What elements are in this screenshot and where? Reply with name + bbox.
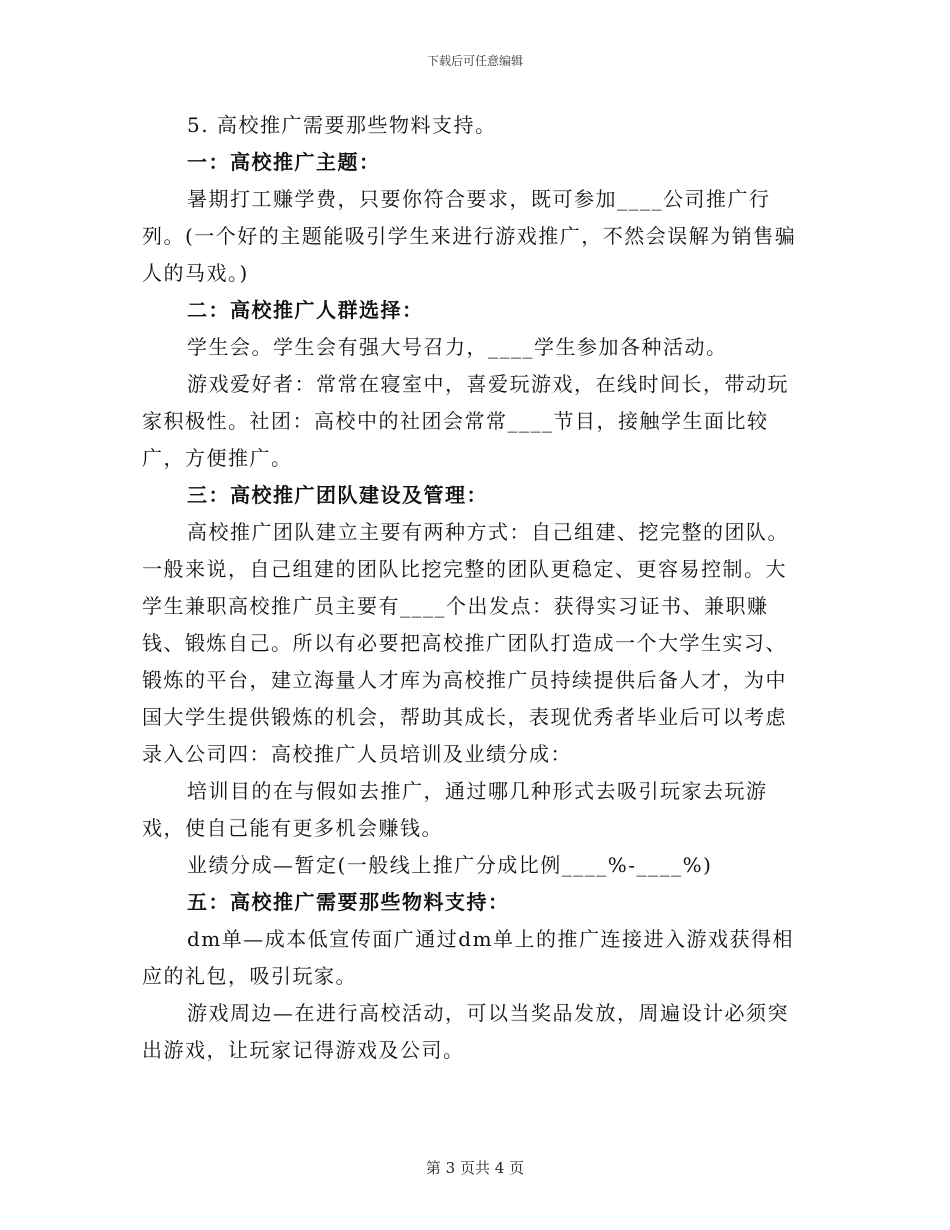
paragraph-dm-flyer: dm单—成本低宣传面广通过dm单上的推广连接进入游戏获得相应的礼包，吸引玩家。 bbox=[142, 927, 795, 988]
paragraph-theme: 暑期打工赚学费，只要你符合要求，既可参加____公司推广行列。(一个好的主题能吸引学生来进行游戏推广，不然会误解为销售骗人的马戏。) bbox=[142, 187, 797, 285]
section-heading-1: 一：高校推广主题： bbox=[187, 150, 381, 174]
item-heading: 5. 高校推广需要那些物料支持。 bbox=[187, 113, 497, 137]
section-heading-3: 三：高校推广团队建设及管理： bbox=[187, 483, 488, 507]
paragraph-gamers: 游戏爱好者：常常在寝室中，喜爱玩游戏，在线时间长，带动玩家积极性。社团：高校中的社团会常常____节目，接触学生面比较广，方便推广。 bbox=[142, 372, 789, 470]
section-heading-2: 二：高校推广人群选择： bbox=[187, 298, 424, 322]
page-header: 下载后可任意编辑 bbox=[426, 54, 523, 68]
paragraph-student-union: 学生会。学生会有强大号召力，____学生参加各种活动。 bbox=[187, 335, 728, 359]
paragraph-commission: 业绩分成—暂定(一般线上推广分成比例____%-____%) bbox=[187, 853, 713, 877]
page-footer: 第 3 页共 4 页 bbox=[425, 1159, 525, 1177]
section-heading-5: 五：高校推广需要那些物料支持： bbox=[187, 890, 510, 914]
paragraph-merchandise: 游戏周边—在进行高校活动，可以当奖品发放，周遍设计必须突出游戏，让玩家记得游戏及公司。 bbox=[142, 1001, 789, 1062]
paragraph-training: 培训目的在与假如去推广，通过哪几种形式去吸引玩家去玩游戏，使自己能有更多机会赚钱。 bbox=[142, 779, 768, 840]
paragraph-team-building: 一般来说，自己组建的团队比挖完整的团队更稳定、更容易控制。大学生兼职高校推广员主要有____个出发点：获得实习证书、兼职赚钱、锻炼自己。所以有必要把高校推广团队打造成一个大学生实习、锻炼的平台，建立海量人才库为高校推广员持续提供后备人才，为中国大学生提供锻炼的机会，帮助其成长，表现优秀者毕业后可以考虑录入公司四：高校推广人员培训及业绩分成： bbox=[142, 557, 787, 766]
paragraph-team-methods: 高校推广团队建立主要有两种方式：自己组建、挖完整的团队。 bbox=[187, 520, 789, 544]
document-body bbox=[142, 107, 808, 1069]
